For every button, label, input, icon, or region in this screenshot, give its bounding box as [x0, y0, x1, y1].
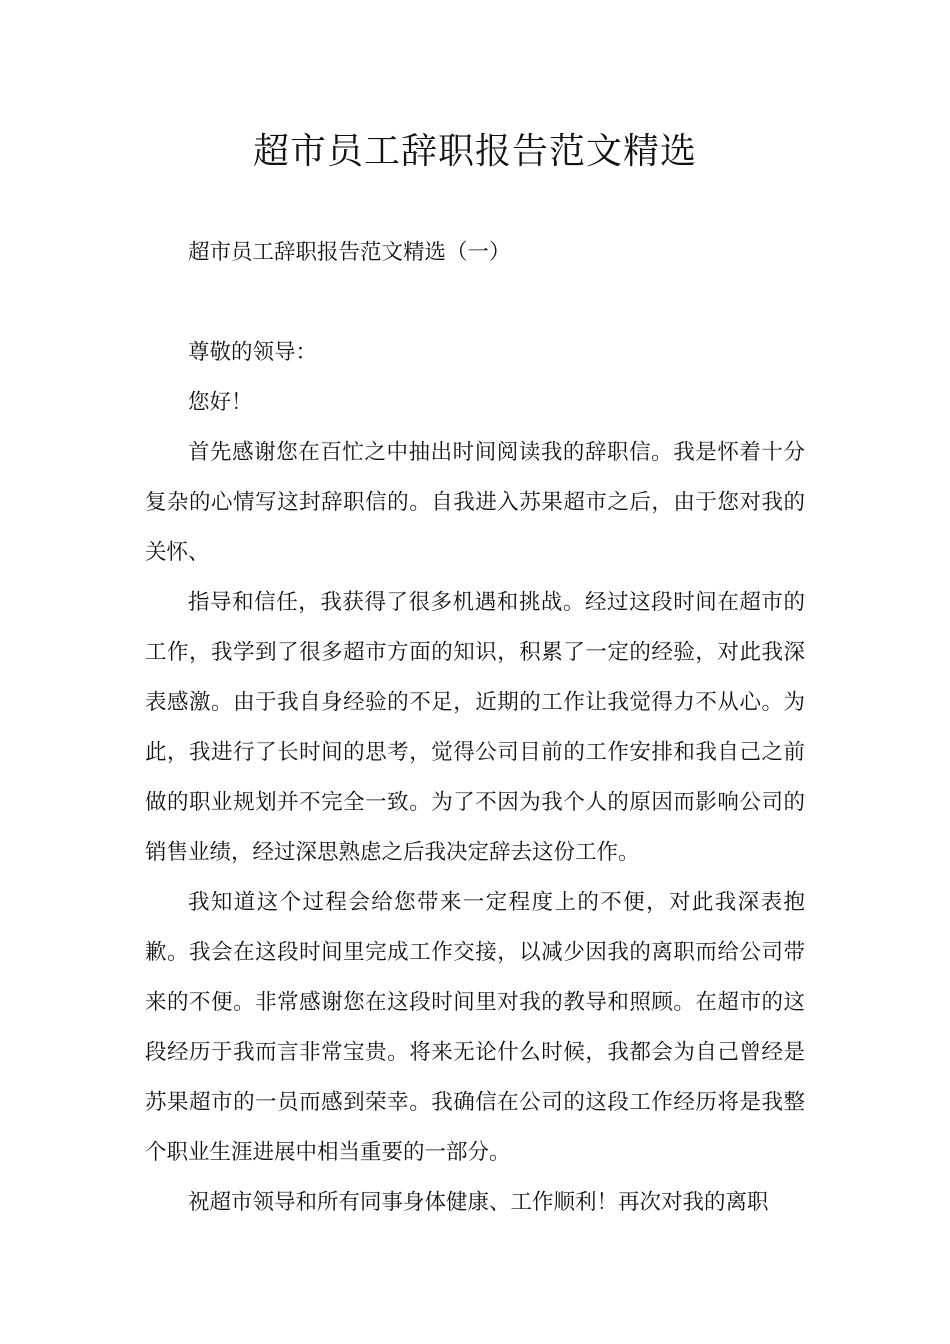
paragraph-4: 祝超市领导和所有同事身体健康、工作顺利！再次对我的离职 — [188, 1190, 769, 1215]
paragraph-2: 指导和信任，我获得了很多机遇和挑战。经过这段时间在超市的工作，我学到了很多超市方面的知识，积累了一定的经验，对此我深表感激。由于我自身经验的不足，近期的工作让我觉得力不从心。为此，我进行了长时间的思考，觉得公司目前的工作安排和我自己之前做的职业规划并不完全一致。为了不因为我个人的原因而影响公司的销售业绩，经过深思熟虑之后我决定辞去这份工作。 — [145, 590, 805, 865]
paragraph-1: 首先感谢您在百忙之中抽出时间阅读我的辞职信。我是怀着十分复杂的心情写这封辞职信的。自我进入苏果超市之后，由于您对我的关怀、 — [145, 440, 805, 565]
document-title: 超市员工辞职报告范文精选 — [252, 131, 697, 172]
paragraph-3: 我知道这个过程会给您带来一定程度上的不便，对此我深表抱歉。我会在这段时间里完成工作交接，以减少因我的离职而给公司带来的不便。非常感谢您在这段时间里对我的教导和照顾。在超市的这段经历于我而言非常宝贵。将来无论什么时候，我都会为自己曾经是苏果超市的一员而感到荣幸。我确信在公司的这段工作经历将是我整个职业生涯进展中相当重要的一部分。 — [145, 890, 805, 1165]
salutation: 尊敬的领导： — [188, 340, 318, 365]
section-subtitle: 超市员工辞职报告范文精选（一） — [188, 240, 511, 265]
document-body — [145, 228, 805, 1228]
greeting: 您好！ — [188, 390, 253, 415]
